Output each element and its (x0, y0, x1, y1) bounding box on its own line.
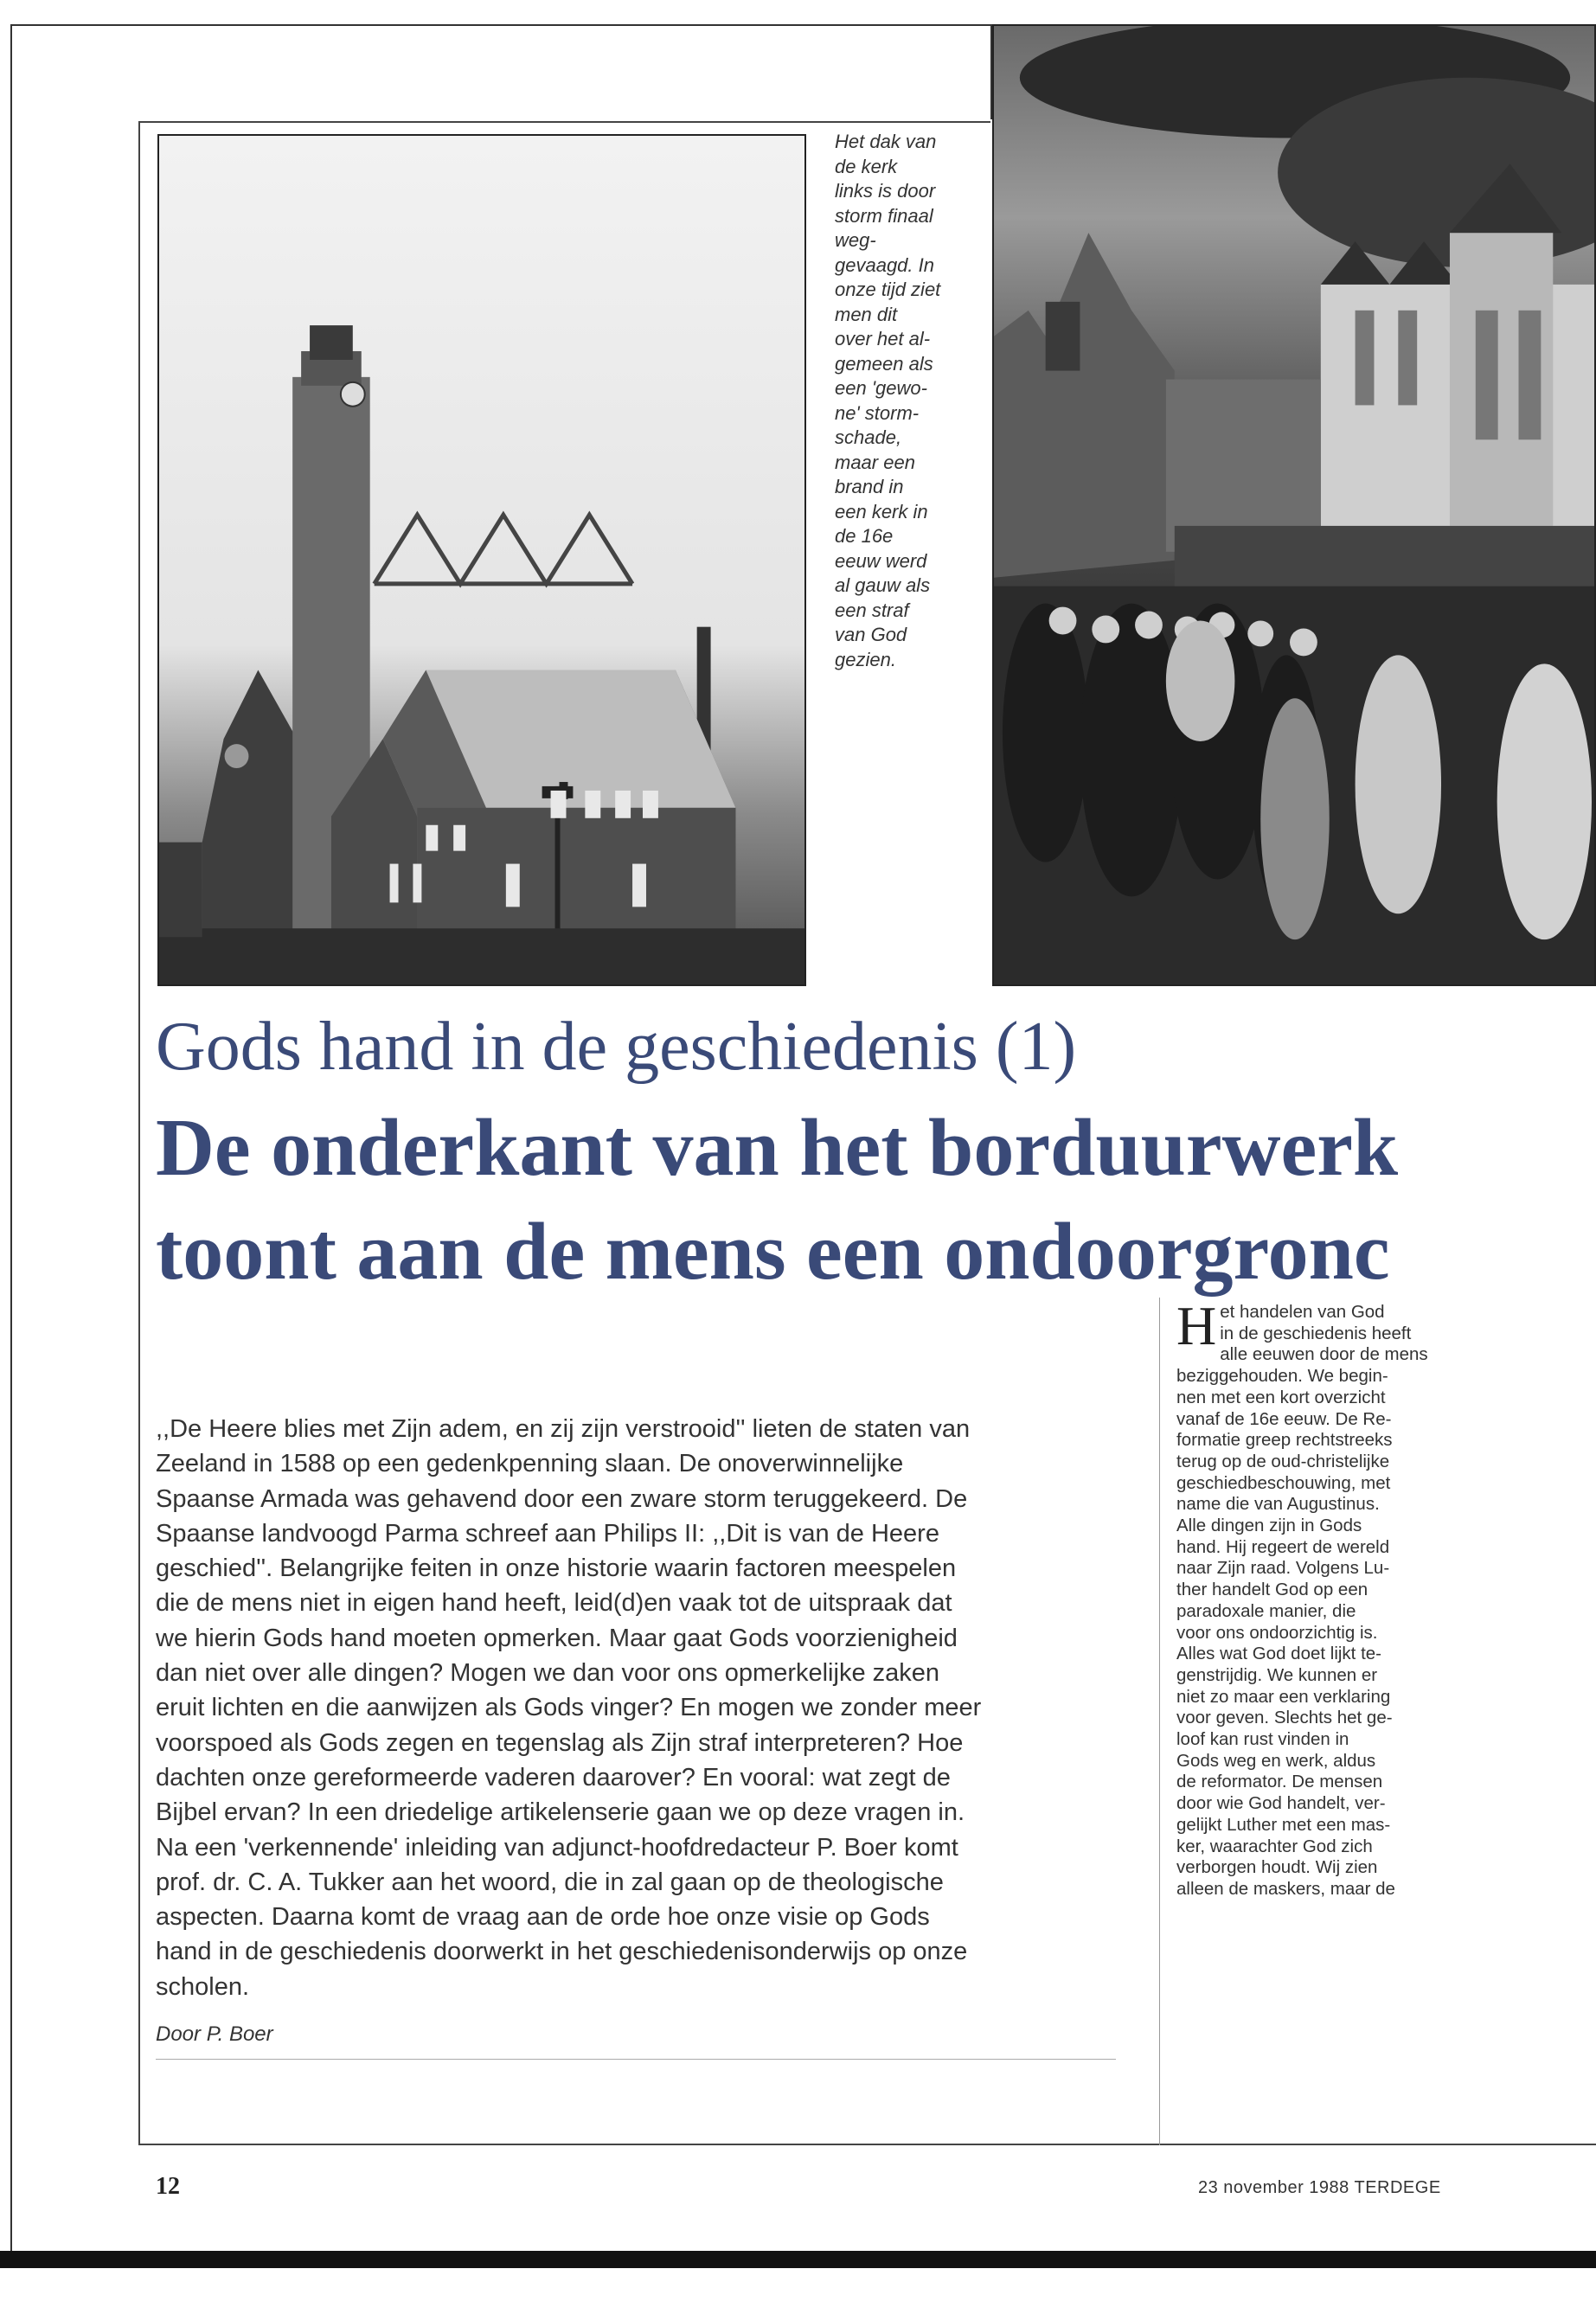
caption-line: eeuw werd (835, 549, 927, 572)
caption-line: een straf (835, 599, 909, 621)
body-line: geschiedbeschouwing, met (1176, 1472, 1391, 1493)
body-line: in de geschiedenis heeft (1220, 1323, 1412, 1343)
intro-line: aspecten. Daarna komt de vraag aan de orde hoe onze visie op Gods (156, 1903, 930, 1932)
body-line: vanaf de 16e eeuw. De Re- (1176, 1408, 1392, 1429)
article-box-bottom (138, 2144, 1596, 2145)
intro-line: Na een 'verkennende' inleiding van adjunct-hoofdredacteur P. Boer komt (156, 1833, 958, 1862)
intro-line: dan niet over alle dingen? Mogen we dan voor ons opmerkelijke zaken (156, 1659, 940, 1688)
caption-line: maar een (835, 451, 915, 473)
body-line: genstrijdig. We kunnen er (1176, 1664, 1378, 1685)
caption-line: al gauw als (835, 574, 931, 596)
intro-line: dachten onze gereformeerde vaderen daarover? En vooral: wat zegt de (156, 1763, 951, 1791)
caption-line: brand in (835, 476, 904, 497)
frame-rule-left (10, 24, 12, 2256)
church-photo (157, 134, 806, 986)
body-line: de reformator. De mensen (1176, 1772, 1383, 1792)
page-number: 12 (156, 2173, 180, 2200)
body-line: loof kan rust vinden in (1176, 1729, 1349, 1750)
body-line: ker, waarachter God zich (1176, 1836, 1373, 1856)
intro-line: prof. dr. C. A. Tukker aan het woord, die in zal gaan op de theologische (156, 1868, 944, 1896)
column-rule (1159, 1298, 1160, 2145)
body-line: alleen de maskers, maar de (1176, 1878, 1395, 1899)
caption-line: de 16e (835, 525, 894, 547)
body-line: niet zo maar een verklaring (1176, 1686, 1391, 1707)
caption-line: een 'gewo- (835, 377, 927, 399)
caption-line: men dit (835, 303, 898, 325)
frame-rule-top (10, 24, 992, 26)
intro-line: we hierin Gods hand moeten opmerken. Maar gaat Gods voorzienigheid (156, 1624, 958, 1652)
caption-line: links is door (835, 180, 936, 202)
drop-cap: H (1176, 1295, 1217, 1356)
intro-line: ,,De Heere blies met Zijn adem, en zij zijn verstrooid'' lieten de staten van (156, 1415, 971, 1443)
intro-line: geschied''. Belangrijke feiten in onze historie waarin factoren meespelen (156, 1554, 957, 1583)
intro-line: die de mens niet in eigen hand heeft, leid(d)en vaak tot de uitspraak dat (156, 1589, 952, 1618)
caption-line: van God (835, 624, 907, 645)
body-line: Alles wat God doet lijkt te- (1176, 1644, 1381, 1664)
body-line: verborgen houdt. Wij zien (1176, 1857, 1378, 1878)
caption-line: gevaagd. In (835, 253, 934, 276)
caption-line: ne' storm- (835, 401, 920, 424)
body-column (1176, 1295, 1479, 1900)
photo-caption (835, 130, 986, 672)
series-title: Gods hand in de geschiedenis (1) (156, 1009, 1077, 1085)
body-line: Gods weg en werk, aldus (1176, 1750, 1376, 1771)
body-line: naar Zijn raad. Volgens Lu- (1176, 1558, 1390, 1579)
body-line: hand. Hij regeert de wereld (1176, 1536, 1390, 1557)
body-line: Alle dingen zijn in Gods (1176, 1516, 1362, 1536)
caption-line: storm finaal (835, 204, 933, 227)
body-line: terug op de oud-christelijke (1176, 1451, 1390, 1471)
caption-line: de kerk (835, 155, 898, 177)
caption-line: gezien. (835, 648, 896, 670)
caption-line: weg- (835, 229, 876, 251)
body-line: name die van Augustinus. (1176, 1494, 1380, 1515)
caption-line: gemeen als (835, 352, 933, 375)
article-box-top (138, 121, 990, 123)
burning-church-painting (992, 24, 1596, 986)
intro-paragraph (156, 1412, 1125, 2004)
intro-line: Spaanse Armada was gehavend door een zware storm teruggekeerd. De (156, 1484, 968, 1513)
article-box-left (138, 121, 140, 2145)
body-line: beziggehouden. We begin- (1176, 1366, 1388, 1387)
intro-line: scholen. (156, 1972, 250, 2001)
article-title-line-1: De onderkant van het borduurwerk (156, 1103, 1399, 1193)
body-line: voor geven. Slechts het ge- (1176, 1708, 1393, 1728)
byline-rule (156, 2059, 1116, 2060)
caption-line: Het dak van (835, 131, 937, 152)
body-line: formatie greep rechtstreeks (1176, 1430, 1393, 1451)
byline: Door P. Boer (156, 2022, 273, 2046)
intro-line: Spaanse landvoogd Parma schreef aan Philips II: ,,Dit is van de Heere (156, 1519, 939, 1548)
intro-line: eruit lichten en die aanwijzen als Gods vinger? En mogen we zonder meer (156, 1694, 982, 1722)
intro-line: Zeeland in 1588 op een gedenkpenning slaan. De onoverwinnelijke (156, 1450, 904, 1478)
intro-line: Bijbel ervan? In een driedelige artikelenserie gaan we op deze vragen in. (156, 1798, 965, 1827)
caption-line: onze tijd ziet (835, 279, 941, 300)
intro-line: voorspoed als Gods zegen en tegenslag als Zijn straf interpreteren? Hoe (156, 1728, 964, 1757)
caption-line: schade, (835, 426, 902, 448)
body-line: door wie God handelt, ver- (1176, 1793, 1386, 1814)
body-line: gelijkt Luther met een mas- (1176, 1814, 1391, 1835)
intro-line: hand in de geschiedenis doorwerkt in het geschiedenisonderwijs op onze (156, 1938, 968, 1966)
body-line: ther handelt God op een (1176, 1580, 1368, 1600)
body-line: et handelen van God (1220, 1302, 1385, 1322)
body-line: voor ons ondoorzichtig is. (1176, 1622, 1378, 1643)
article-title-line-2: toont aan de mens een ondoorgronc (156, 1207, 1390, 1297)
caption-line: een kerk in (835, 500, 928, 522)
body-line: nen met een kort overzicht (1176, 1387, 1386, 1407)
caption-line: over het al- (835, 328, 931, 349)
body-line: paradoxale manier, die (1176, 1600, 1356, 1621)
body-line: alle eeuwen door de mens (1220, 1344, 1428, 1365)
scan-bottom-edge (0, 2251, 1596, 2268)
issue-date-footer: 23 november 1988 TERDEGE (1198, 2178, 1441, 2197)
